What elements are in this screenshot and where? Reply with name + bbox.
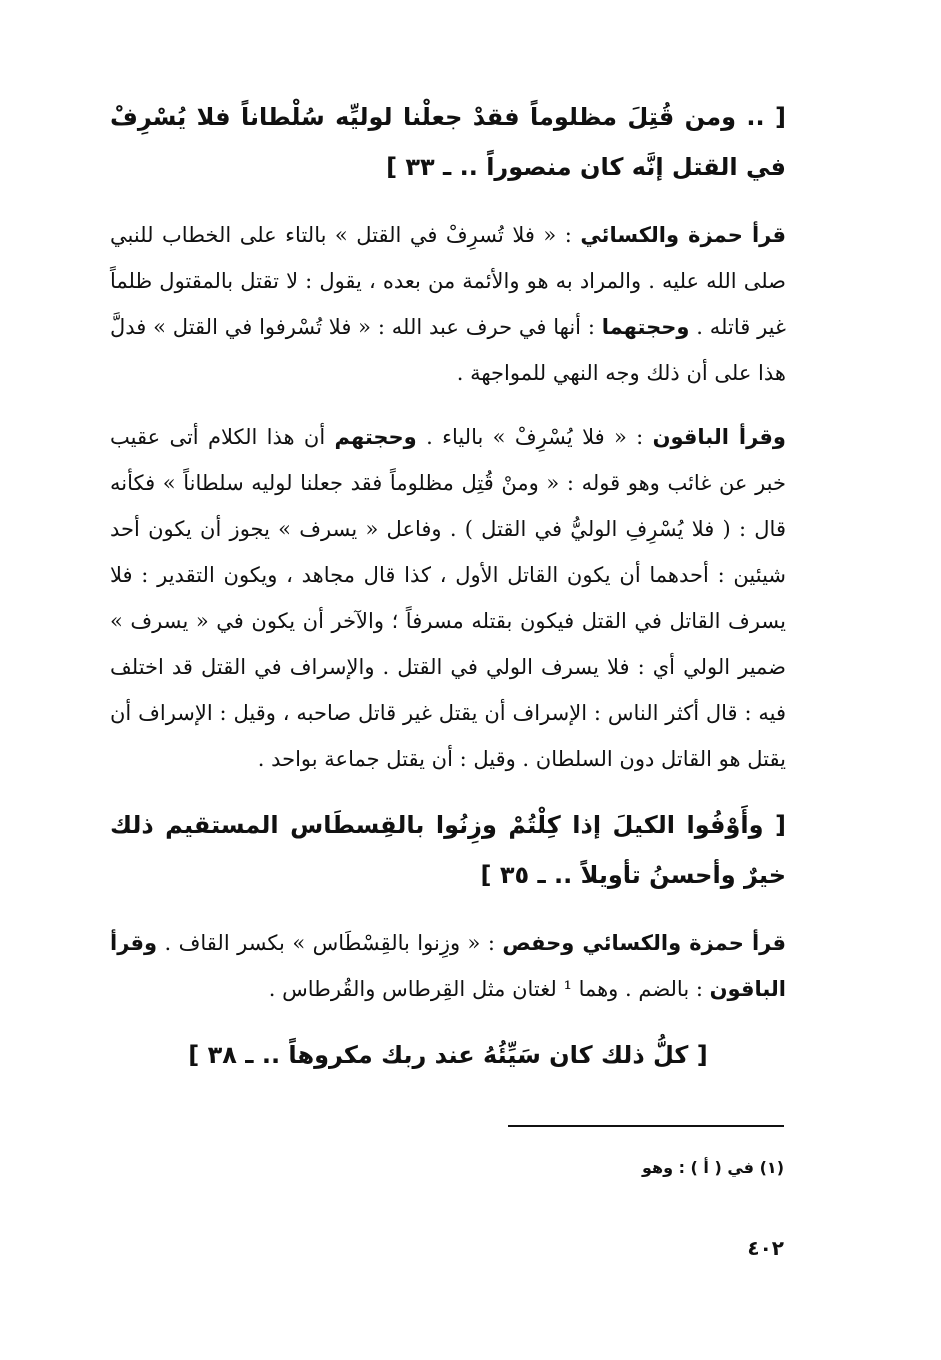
footnote-divider (508, 1125, 784, 1127)
verse-33: [ .. ومن قُتِلَ مظلوماً فقدْ جعلْنا لوليِّه سُلْطاناً فلا يُسْرِفْ في القتل إنَّه كان منصوراً .. ـ ٣٣ ] (110, 103, 786, 181)
page-number: ٤٠٢ (747, 1236, 784, 1260)
argument-label: وحجتهما (601, 315, 690, 339)
reader-name: وقرأ الباقون (110, 931, 786, 1001)
reader-name: قرأ حمزة والكسائي وحفص (502, 931, 786, 955)
verse-38: [ كلُّ ذلك كان سَيِّئُهُ عند ربك مكروهاً .. ـ ٣٨ ] (188, 1041, 708, 1069)
paragraph-3 (110, 920, 786, 1012)
paragraph-text: : أنها في حرف عبد الله : « فلا تُسْرفوا في القتل » فدلَّ هذا على أن ذلك وجه النهي للمواجهة . (110, 315, 786, 385)
footnote: (١) في ( أ ) : وهو (641, 1158, 784, 1177)
paragraph-text: أن هذا الكلام أتى عقيب خبر عن غائب وهو قوله : « ومنْ قُتِل مظلوماً فقد جعلنا لوليه سلطاناً » فكأنه قال : ( فلا يُسْرِفِ الوليُّ في القتل ) . وفاعل « يسرف » يجوز أن يكون أحد شيئين : أحدهما أن يكون القاتل الأول ، كذا قال مجاهد ، ويكون التقدير : فلا يسرف القاتل في القتل فيكون بقتله مسرفاً ؛ والآخر أن يكون في « يسرف » ضمير الولي أي : فلا يسرف الولي في القتل . والإسراف في القتل قد اختلف فيه : قال أكثر الناس : الإسراف أن يقتل غير قاتل صاحبه ، وقيل : الإسراف أن يقتل هو القاتل دون السلطان . وقيل : أن يقتل جماعة بواحد . (110, 425, 786, 771)
verse-35: [ وأَوْفُوا الكيلَ إذا كِلْتُمْ وزِنُوا بالقِسطَاس المستقيم ذلك خيرٌ وأحسنُ تأويلاً .. ـ ٣٥ ] (110, 811, 786, 889)
paragraph-text: : « فلا يُسْرِفْ » بالياء . (416, 425, 653, 449)
reader-name: قرأ حمزة والكسائي (580, 223, 786, 247)
argument-label: وحجتهم (334, 425, 417, 449)
reader-name: وقرأ الباقون (652, 425, 786, 449)
paragraph-text: : « فلا تُسرِفْ في القتل » بالتاء على الخطاب للنبي صلى الله عليه . والمراد به هو والأئمة من بعده ، يقول : لا تقتل بالمقتول ظلماً غير قاتله . (110, 223, 786, 339)
paragraph-1 (110, 212, 786, 396)
page-body (110, 92, 786, 1100)
paragraph-text: : بالضم . وهما ¹ لغتان مثل القِرطاس والقُرطاس . (268, 977, 710, 1001)
paragraph-2 (110, 414, 786, 782)
paragraph-text: : « وزِنوا بالقِسْطَاس » بكسر القاف . (157, 931, 503, 955)
